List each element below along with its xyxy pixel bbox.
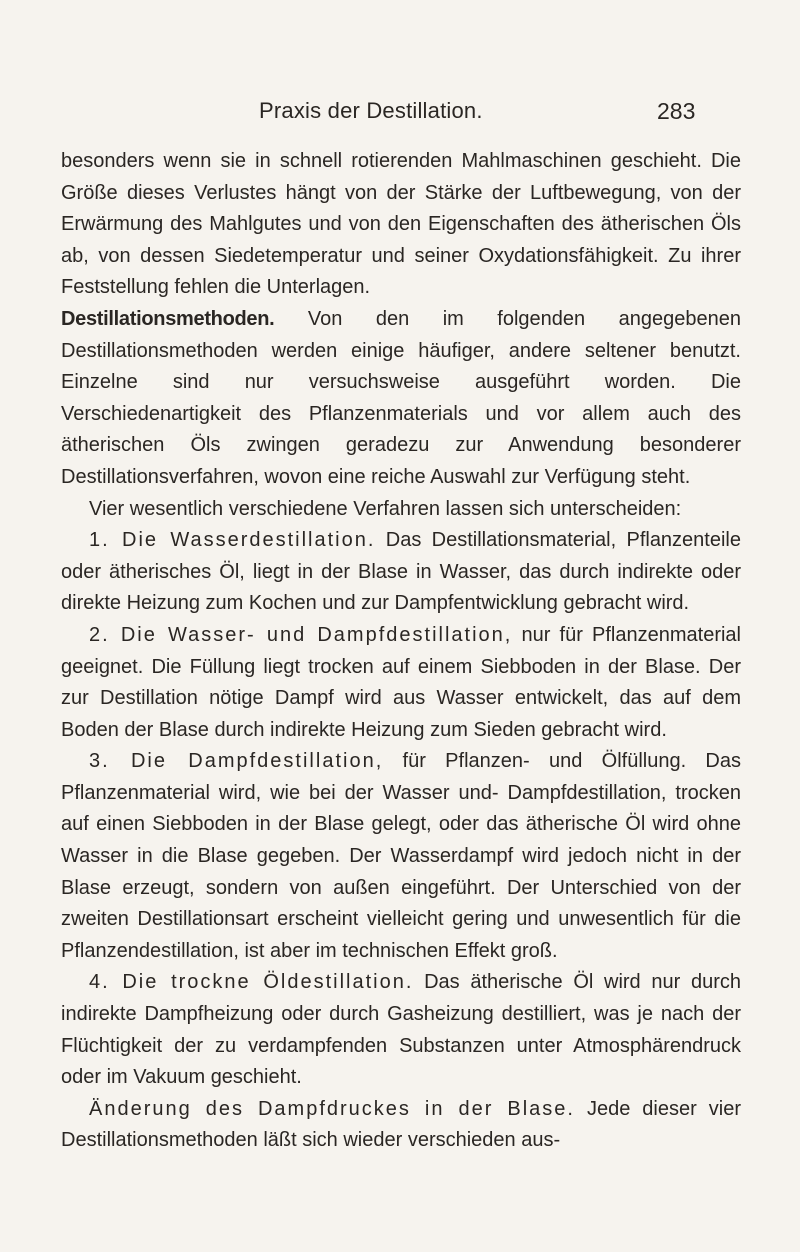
paragraph-text: Jede dieser vier Destillationsmethoden läßt sich wieder verschieden aus-	[61, 1097, 741, 1152]
method-term: 2. Die Wasser- und Dampfdestillation,	[89, 623, 513, 646]
running-title: Praxis der Destillation.	[259, 98, 483, 123]
paragraph	[61, 1094, 741, 1157]
run-in-heading: Destillationsmethoden.	[61, 307, 275, 330]
method-text: Das ätherische Öl wird nur durch indirekte Dampfheizung oder durch Gasheizung destilliert, was je nach der Flüchtigkeit der zu verdampfenden Substanzen unter Atmosphärendruck oder im Vakuum geschieht.	[61, 971, 741, 1089]
method-term: 4. Die trockne Öldestillation.	[89, 971, 414, 994]
list-item	[61, 620, 741, 746]
emphasized-term: Änderung des Dampfdruckes in der Blase.	[89, 1097, 575, 1120]
method-text: Das Destillationsmaterial, Pflanzenteile oder ätherisches Öl, liegt in der Blase in Wasser, das durch indirekte oder direkte Heizung zum Kochen und zur Dampfentwicklung gebracht wird.	[61, 529, 741, 615]
list-item	[61, 525, 741, 620]
method-text: nur für Pflanzenmaterial geeignet. Die Füllung liegt trocken auf einem Siebboden in der Blase. Der zur Destillation nötige Dampf wird aus Wasser entwickelt, das auf dem Boden der Blase durch indirekte Heizung zum Sieden gebracht wird.	[61, 623, 741, 741]
paragraph: besonders wenn sie in schnell rotierenden Mahlmaschinen geschieht. Die Größe dieses Verlustes hängt von der Stärke der Luftbewegung, von der Erwärmung des Mahlgutes und von den Eigenschaften des ätherischen Öls ab, von dessen Siedetemperatur und seiner Oxydationsfähigkeit. Zu ihrer Feststellung fehlen die Unterlagen.	[61, 150, 741, 299]
method-term: 1. Die Wasserdestillation.	[89, 529, 376, 552]
paragraph-text: Von den im folgenden angegebenen Destillationsmethoden werden einige häufiger, andere seltener benutzt. Einzelne sind nur versuchsweise ausgeführt worden. Die Verschiedenartigkeit des Pflanzenmaterials und vor allem auch des ätherischen Öls zwingen geradezu zur Anwendung besonderer Destillationsverfahren, wovon eine reiche Auswahl zur Verfügung steht.	[61, 307, 741, 488]
page-header	[0, 98, 800, 138]
paragraph: Vier wesentlich verschiedene Verfahren lassen sich unterscheiden:	[89, 497, 682, 520]
method-text: für Pflanzen- und Ölfüllung. Das Pflanzenmaterial wird, wie bei der Wasser und- Dampfdestillation, trocken auf einen Siebboden in der Blase gelegt, oder das ätherische Öl wird ohne Wasser in die Blase gegeben. Der Wasserdampf wird jedoch nicht in der Blase erzeugt, sondern von außen eingeführt. Der Unterschied von der zweiten Destillationsart erscheint vielleicht gering und unwesentlich für die Pflanzendestillation, ist aber im technischen Effekt groß.	[61, 750, 741, 962]
paragraph	[61, 304, 741, 494]
method-term: 3. Die Dampfdestillation,	[89, 750, 384, 773]
list-item	[61, 967, 741, 1093]
list-item	[61, 746, 741, 967]
page-number: 283	[657, 98, 696, 124]
body-text	[61, 146, 741, 1157]
